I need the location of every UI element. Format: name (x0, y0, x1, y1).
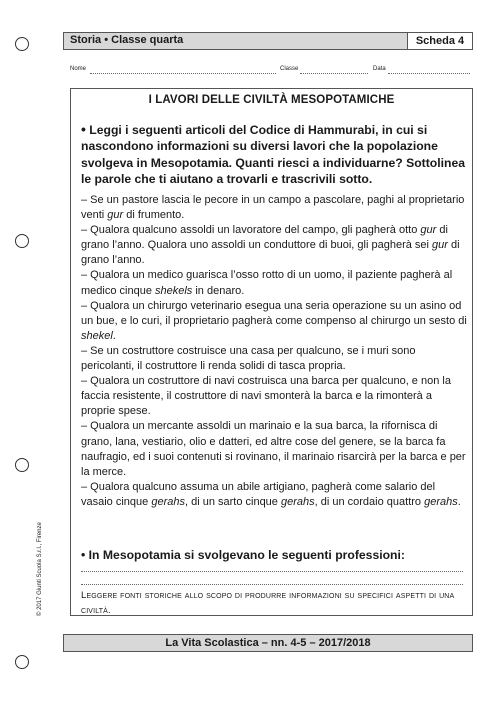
article: – Qualora un mercante assoldi un marinaio e la sua barca, la rifornisca di grano, lana, vestiario, olio e datteri, ed altre cose del genere, se la barca fa naufragio, ed i suoi contenuti si rovinano, il marinaio risarcirà per la barca e per la merce. (81, 420, 466, 478)
nome-field[interactable] (90, 73, 276, 74)
instruction (81, 122, 465, 187)
professions-question (81, 548, 465, 562)
article: – Qualora un medico guarisca l’osso rotto di un uomo, il paziente pagherà al medico cinque shekels in denaro. (81, 269, 453, 297)
data-label: Data (373, 66, 386, 72)
instruction-text: Leggi i seguenti articoli del Codice di Hammurabi, in cui si nascondono informazioni su diversi lavori che la popolazione svolgeva in Mesopotamia. Quanti riesci a individuarne? Sottolinea le parole che ti aiutano a trovarli e trascrivili sotto. (81, 123, 465, 186)
data-field[interactable] (388, 73, 470, 74)
copyright-text: © 2017 Giunti Scuola S.r.l., Firenze (37, 522, 43, 616)
student-info-line (70, 66, 470, 78)
worksheet-box (70, 88, 473, 616)
article: – Se un costruttore costruisce una casa per qualcuno, se i muri sono pericolanti, il costruttore li renda solidi di tasca propria. (81, 344, 416, 373)
bullet-icon: • (81, 548, 86, 562)
binder-hole (15, 234, 29, 248)
binder-hole (15, 655, 29, 669)
article: – Qualora un costruttore di navi costruisca una barca per qualcuno, e non la faccia resistente, il costruttore di navi smonterà la barca e la rimonterà a proprie spese. (81, 375, 451, 418)
worksheet-title: I LAVORI DELLE CIVILTÀ MESOPOTAMICHE (148, 94, 395, 106)
answer-line[interactable] (81, 584, 463, 585)
scheda-label: Scheda 4 (407, 32, 473, 50)
footer-bar: La Vita Scolastica – nn. 4-5 – 2017/2018 (63, 634, 473, 652)
hammurabi-articles (81, 193, 467, 510)
learning-objective-note: Leggere fonti storiche allo scopo di produrre informazioni su specifici aspetti di una civiltà. (81, 590, 455, 616)
article: – Qualora un chirurgo veterinario esegua una seria operazione su un asino od un bue, e lo curi, il proprietario pagherà come compenso al chirurgo un sesto di shekel. (81, 299, 467, 342)
binder-hole (15, 37, 29, 51)
article: – Qualora qualcuno assuma un abile artigiano, pagherà come salario del vasaio cinque gerahs, di un sarto cinque gerahs, di un cordaio quattro gerahs. (81, 480, 461, 508)
answer-line[interactable] (81, 571, 463, 572)
article: – Qualora qualcuno assoldi un lavoratore del campo, gli pagherà otto gur di grano l’anno. Qualora uno assoldi un conduttore di buoi, gli pagherà sei gur di grano l’anno. (81, 224, 460, 267)
classe-label: Classe (280, 66, 299, 72)
nome-label: Nome (70, 66, 87, 72)
bullet-icon: • (81, 121, 86, 137)
header-bar (63, 32, 473, 50)
professions-question-text: In Mesopotamia si svolgevano le seguenti professioni: (88, 548, 405, 562)
binder-hole (15, 458, 29, 472)
classe-field[interactable] (300, 73, 368, 74)
header-title: Storia • Classe quarta (70, 34, 184, 46)
article: – Se un pastore lascia le pecore in un campo a pascolare, paghi al proprietario venti gur di frumento. (81, 194, 465, 222)
